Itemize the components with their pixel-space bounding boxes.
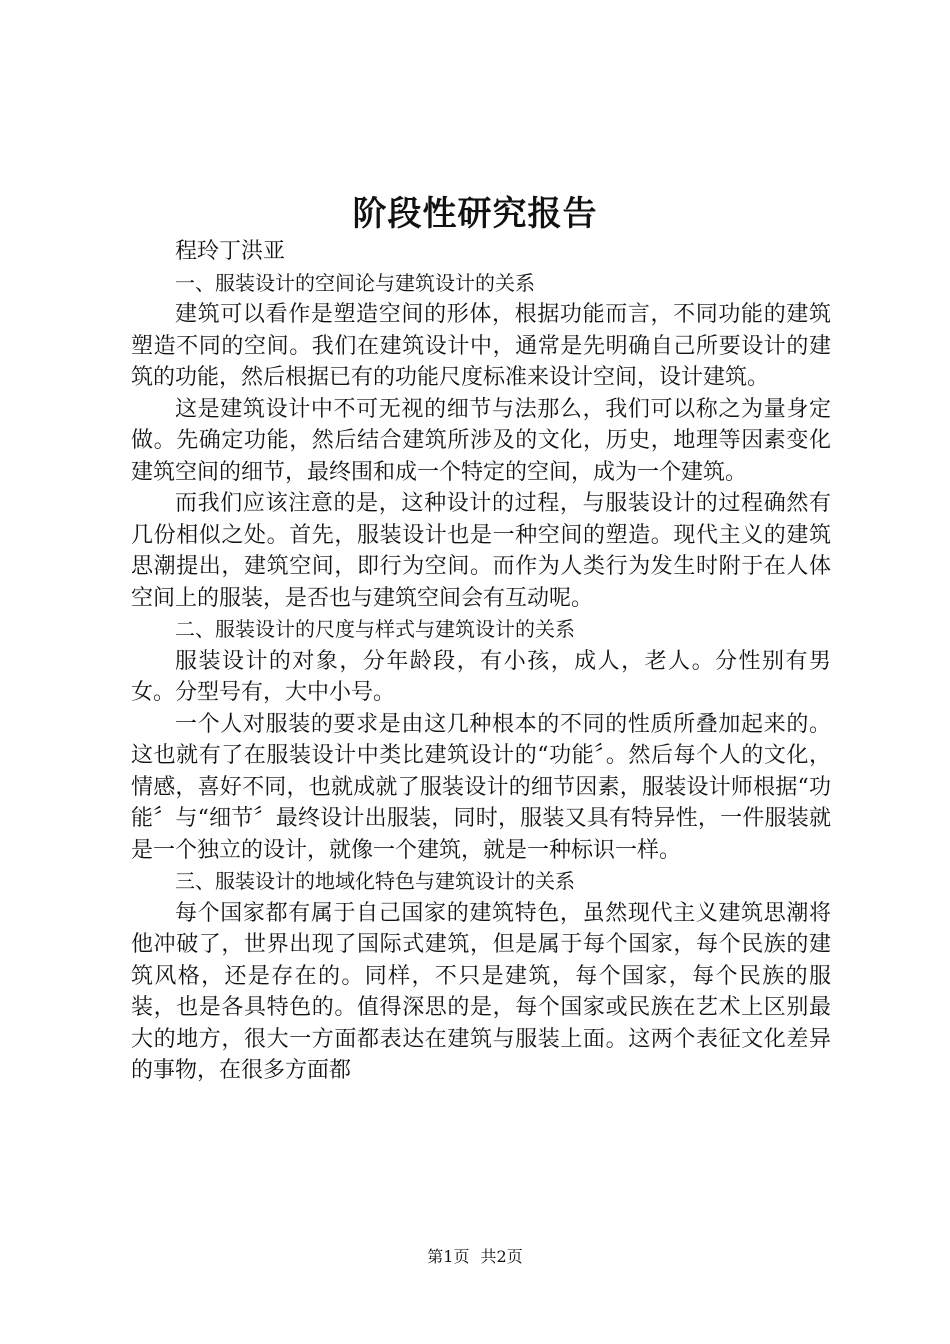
page-number: 第1页 bbox=[427, 1247, 470, 1266]
section-heading-3: 三、服装设计的地域化特色与建筑设计的关系 bbox=[175, 869, 575, 893]
page-footer bbox=[0, 1244, 950, 1267]
paragraph-2: 这是建筑设计中不可无视的细节与法那么，我们可以称之为量身定做。先确定功能，然后结合建筑所涉及的文化，历史，地理等因素变化建筑空间的细节，最终围和成一个特定的空间，成为一个建筑。 bbox=[131, 396, 831, 485]
paragraph-6: 每个国家都有属于自己国家的建筑特色，虽然现代主义建筑思潮将他冲破了，世界出现了国际式建筑，但是属于每个国家，每个民族的建筑风格，还是存在的。同样，不只是建筑，每个国家，每个民族的服装，也是各具特色的。值得深思的是，每个国家或民族在艺术上区别最大的地方，很大一方面都表达在建筑与服装上面。这两个表征文化差异的事物，在很多方面都 bbox=[131, 900, 831, 1083]
section-heading-2: 二、服装设计的尺度与样式与建筑设计的关系 bbox=[175, 617, 575, 641]
paragraph-5: 一个人对服装的要求是由这几种根本的不同的性质所叠加起来的。这也就有了在服装设计中类比建筑设计的“功能〞。然后每个人的文化，情感，喜好不同，也就成就了服装设计的细节因素，服装设计师根据“功能〞与“细节〞最终设计出服装，同时，服装又具有特异性，一件服装就是一个独立的设计，就像一个建筑，就是一种标识一样。 bbox=[131, 711, 831, 863]
section-heading-1: 一、服装设计的空间论与建筑设计的关系 bbox=[175, 270, 535, 295]
document-body bbox=[131, 236, 831, 1087]
author-line: 程玲丁洪亚 bbox=[175, 239, 286, 264]
page-title: 阶段性研究报告 bbox=[352, 194, 598, 234]
paragraph-4: 服装设计的对象，分年龄段，有小孩，成人，老人。分性别有男女。分型号有，大中小号。 bbox=[131, 648, 831, 705]
paragraph-3: 而我们应该注意的是，这种设计的过程，与服装设计的过程确然有几份相似之处。首先，服装设计也是一种空间的塑造。现代主义的建筑思潮提出，建筑空间，即行为空间。而作为人类行为发生时附于在人体空间上的服装，是否也与建筑空间会有互动呢。 bbox=[131, 491, 831, 611]
page-total: 共2页 bbox=[480, 1247, 523, 1266]
paragraph-1: 建筑可以看作是塑造空间的形体，根据功能而言，不同功能的建筑塑造不同的空间。我们在建筑设计中，通常是先明确自己所要设计的建筑的功能，然后根据已有的功能尺度标准来设计空间，设计建筑。 bbox=[131, 302, 831, 390]
